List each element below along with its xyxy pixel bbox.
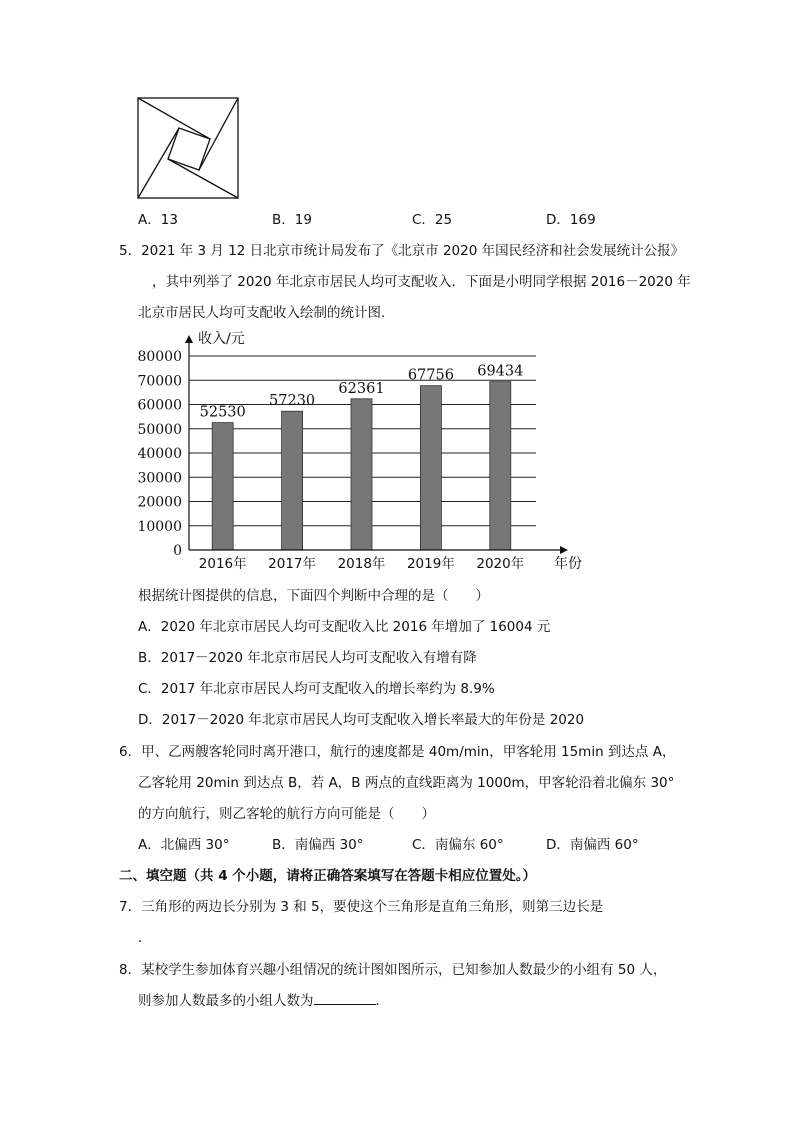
bar <box>351 399 372 550</box>
q8-line-1: 8．某校学生参加体育兴趣小组情况的统计图如图所示，已知参加人数最少的小组有 50 人， <box>119 962 667 978</box>
q6-line-2: 乙客轮用 20min 到达点 B，若 A，B 两点的直线距离为 1000m，甲客轮沿着北偏东 30° <box>138 775 675 791</box>
q5-prompt: 根据统计图提供的信息，下面四个判断中合理的是（ ） <box>138 588 489 604</box>
data-label: 52530 <box>199 404 246 421</box>
x-tick-label: 2017年 <box>268 556 317 572</box>
q8-line-2-end: ． <box>375 993 389 1009</box>
q6-option-b: B．南偏西 30° <box>272 837 364 853</box>
bar <box>282 411 303 550</box>
q4-option-b: B．19 <box>272 212 312 228</box>
q8-line-2-text: 则参加人数最多的小组人数为 <box>138 993 314 1009</box>
q5-line-2: ，其中列举了 2020 年北京市居民人均可支配收入．下面是小明同学根据 2016－2020 年 <box>152 274 691 290</box>
income-bar-chart <box>130 325 600 575</box>
x-axis-label: 年份 <box>554 556 582 572</box>
q4-option-d: D．169 <box>546 212 596 228</box>
y-tick-label: 30000 <box>137 470 182 487</box>
x-tick-label: 2020年 <box>476 556 525 572</box>
q7-line-2: ． <box>138 930 152 946</box>
bar <box>420 386 441 550</box>
data-label: 62361 <box>338 380 385 397</box>
data-label: 69434 <box>477 363 524 380</box>
bar <box>212 423 233 550</box>
y-tick-label: 0 <box>173 543 182 559</box>
q5-line-3: 北京市居民人均可支配收入绘制的统计图． <box>138 305 395 321</box>
q5-option-d: D．2017－2020 年北京市居民人均可支配收入增长率最大的年份是 2020 <box>138 712 585 728</box>
x-tick-label: 2019年 <box>406 556 455 572</box>
q6-option-c: C．南偏东 60° <box>412 837 504 853</box>
data-label: 67756 <box>407 367 454 384</box>
bar <box>490 382 511 550</box>
data-label: 57230 <box>269 393 316 410</box>
x-axis-arrow <box>560 546 568 554</box>
q8-answer-blank[interactable] <box>314 992 376 1005</box>
q7-line-1: 7．三角形的两边长分别为 3 和 5，要使这个三角形是直角三角形，则第三边长是 <box>119 899 604 915</box>
q6-option-a: A．北偏西 30° <box>138 837 230 853</box>
section-2-heading: 二、填空题（共 4 个小题，请将正确答案填写在答题卡相应位置处。） <box>119 868 537 884</box>
x-tick-label: 2016年 <box>198 556 247 572</box>
y-axis-arrow <box>185 335 193 343</box>
q6-line-1: 6．甲、乙两艘客轮同时离开港口，航行的速度都是 40m/min，甲客轮用 15min 到达点 A， <box>119 744 676 760</box>
y-tick-label: 60000 <box>137 397 182 414</box>
q8-line-2 <box>138 989 389 1009</box>
y-tick-label: 10000 <box>137 518 182 535</box>
y-tick-label: 80000 <box>137 349 182 365</box>
y-tick-label: 70000 <box>137 373 182 390</box>
q4-option-c: C．25 <box>412 212 453 228</box>
y-tick-label: 20000 <box>137 494 182 511</box>
y-tick-label: 40000 <box>137 446 182 462</box>
y-tick-label: 50000 <box>137 421 182 438</box>
q5-line-1: 5．2021 年 3 月 12 日北京市统计局发布了《北京市 2020 年国民经济和社会发展统计公报》 <box>119 243 685 259</box>
q4-option-a: A．13 <box>138 212 178 228</box>
q5-option-b: B．2017－2020 年北京市居民人均可支配收入有增有降 <box>138 650 477 666</box>
x-tick-label: 2018年 <box>337 556 386 572</box>
q5-option-c: C．2017 年北京市居民人均可支配收入的增长率约为 8.9% <box>138 681 495 697</box>
square-figure <box>137 97 239 199</box>
q6-option-d: D．南偏西 60° <box>546 837 639 853</box>
q5-option-a: A．2020 年北京市居民人均可支配收入比 2016 年增加了 16004 元 <box>138 619 551 635</box>
q6-line-3: 的方向航行，则乙客轮的航行方向可能是（ ） <box>138 806 435 822</box>
y-axis-label: 收入/元 <box>198 331 245 347</box>
